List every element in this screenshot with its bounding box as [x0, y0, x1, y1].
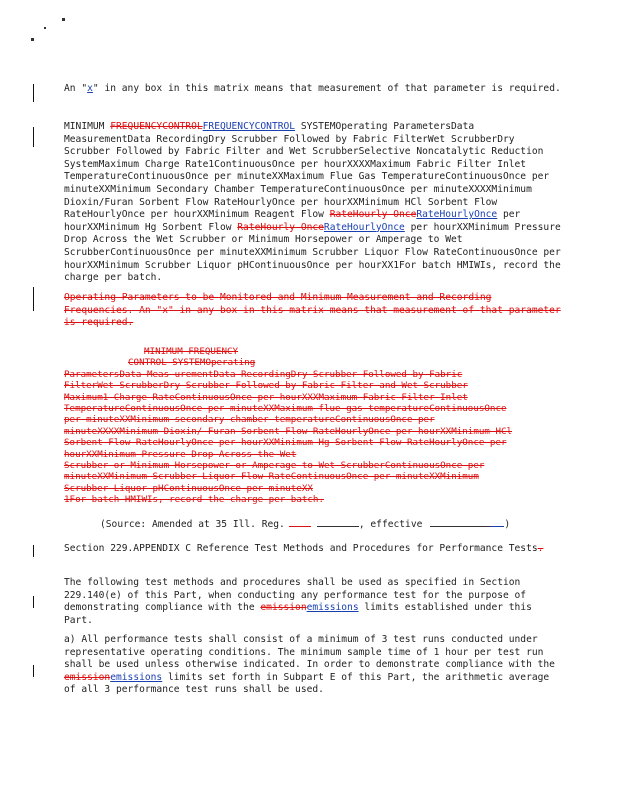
deleted-line: minuteXXXXMinimum Dioxin/ Furan Sorbent Flow RateHourlyOnce per hourXXMinimum HCl	[64, 425, 513, 437]
deleted-text: RateHourly Once	[237, 221, 324, 233]
deleted-line: minuteXXMinimum Scrubber Liquor Flow RateContinuousOnce per minuteXXMinimum	[64, 471, 479, 483]
inserted-text: emissions	[306, 602, 359, 614]
deleted-line: MINIMUM FREQUENCY	[144, 346, 239, 357]
deleted-line: Scrubber Liquor pHContinuousOnce per minuteXX	[64, 482, 313, 494]
deleted-line: hourXXMinimum Pressure Drop Across the Wet	[64, 448, 297, 460]
matrix-note-paragraph: An "x" in any box in this matrix means that measurement of that parameter is required.	[64, 83, 561, 94]
deleted-text: emission	[64, 671, 111, 683]
deleted-heading-paragraph	[64, 292, 564, 330]
inserted-text: RateHourlyOnce	[323, 221, 405, 233]
deleted-line: TemperatureContinuousOnce per minuteXXMaximum flue gas temperatureContinuousOnce	[64, 403, 507, 415]
deleted-text: RateHourly Once	[329, 209, 417, 221]
subsection-a-paragraph: a) All performance tests shall consist of a minimum of 3 test runs conducted under representative operating conditions. The minimum sample time of 1 hour per test run shall be used unless otherwise indicated. In order to demonstrate compliance with the emissionemissions limits set forth in Subpart E of this Part, the arithmetic average of all 3 performance test runs shall be used.	[64, 634, 555, 696]
deleted-line: Maximum1 Charge RateContinuousOnce per hourXXXMaximum Fabric Filter Inlet	[64, 391, 468, 403]
deleted-matrix-block	[64, 346, 576, 506]
scan-speck	[31, 38, 34, 41]
scan-speck	[62, 18, 65, 21]
blank-line	[289, 526, 311, 527]
deleted-text: FREQUENCYCONTROL	[110, 121, 203, 132]
deleted-line: 1For batch HMIWIs, record the charge per batch.	[64, 494, 324, 506]
revision-bar	[33, 665, 34, 677]
deleted-line: FilterWet ScrubberDry Scrubber Followed by Fabric Filter and Wet Scrubber	[64, 380, 468, 392]
deleted-text: Operating Parameters to be Monitored and Minimum Measurement and Recording Frequencies. An "x" in any box in this matrix means that measurement of that parameter is required.	[64, 292, 561, 329]
inserted-text: FREQUENCYCONTROL	[202, 121, 296, 132]
scan-speck	[44, 27, 46, 29]
blank-line	[490, 526, 504, 527]
blank-line	[430, 526, 490, 527]
inserted-text: emissions	[110, 671, 163, 683]
deleted-line: Scrubber or Minimum Horsepower or Amperage to Wet ScrubberContinuousOnce per	[64, 460, 485, 472]
revision-bar	[33, 287, 34, 311]
deleted-line: Sorbent Flow RateHourlyOnce per hourXXMinimum Hg Sorbent Flow RateHourlyOnce per	[64, 437, 507, 449]
deleted-line: ParametersData Meas urementData RecordingDry Scrubber Followed by Fabric	[64, 368, 463, 380]
deleted-line: CONTROL SYSTEMOperating	[128, 357, 256, 369]
test-methods-paragraph: The following test methods and procedures shall be used as specified in Section 229.140(e) of this Part, when conducting any performance test for the purpose of demonstrating compliance with the emissionemissions limits established under this Part.	[64, 577, 532, 626]
control-system-paragraph: MINIMUM FREQUENCYCONTROLFREQUENCYCONTROL SYSTEMOperating ParametersData MeasurementData RecordingDry Scrubber Followed by Fabric FilterWet ScrubberDry Scrubber Followed by Fabric Filter and Wet ScrubberSelective Noncatalytic Reduction SystemMaximum Charge Rate1ContinuousOnce per hourXXXXMaximum Fabric Filter Inlet TemperatureContinuousOnce per minuteXXMaximum Flue Gas TemperatureContinuousOnce per minuteXXMinimum Secondary Chamber TemperatureContinuousOnce per minuteXXXXMinimum Dioxin/Furan Sorbent Flow RateHourlyOnce per hourXXMinimum HCl Sorbent Flow RateHourlyOnce per hourXXMinimum Reagent Flow RateHourly OnceRateHourlyOnce per hourXXMinimum Hg Sorbent Flow RateHourly OnceRateHourlyOnce per hourXXMinimum Pressure Drop Across the Wet Scrubber or Minimum Horsepower or Amperage to Wet ScrubberContinuousOnce per minuteXXMinimum Scrubber Liquor Flow RateContinuousOnce per hourXXMinimum Scrubber Liquor pHContinuousOnce per hourXX1For batch HMIWIs, record the charge per batch.	[64, 121, 561, 284]
revision-bar	[33, 596, 34, 608]
revision-bar	[33, 127, 34, 147]
revision-bar	[33, 84, 34, 102]
deleted-text: emission	[260, 602, 307, 614]
section-heading: Section 229.APPENDIX C Reference Test Methods and Procedures for Performance Tests.	[64, 543, 544, 554]
source-note: (Source: Amended at 35 Ill. Reg. , effective )	[100, 519, 511, 530]
inserted-text: x	[87, 83, 93, 94]
revision-bar	[33, 545, 34, 557]
deleted-text: .	[537, 543, 544, 554]
inserted-text: RateHourlyOnce	[416, 209, 498, 221]
blank-line	[317, 526, 359, 527]
deleted-line: per minuteXXMinimum secondary chamber temperatureContinuousOnce per	[64, 414, 435, 426]
